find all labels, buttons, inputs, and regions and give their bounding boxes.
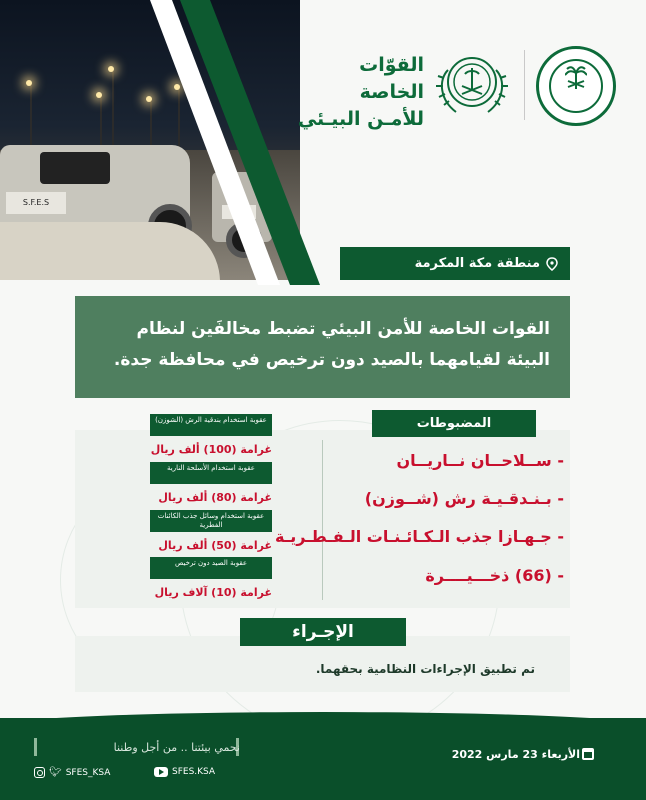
twitter-handle[interactable]: SFES_KSA xyxy=(65,767,111,778)
agency-title-line2: للأمـن البيـئي xyxy=(297,108,424,130)
vehicle-plate: S.F.E.S xyxy=(6,192,66,214)
agency-title xyxy=(296,52,424,133)
youtube-handle[interactable]: SFES.KSA xyxy=(172,767,216,777)
penalty-label: عقوبة استخدام الأسلحة النارية xyxy=(150,462,272,484)
slogan: نحمي بيئتنا .. من أجل وطننا xyxy=(113,741,240,754)
social-handles-twitter xyxy=(34,767,110,778)
penalty-value: غرامة (50) ألف ريال xyxy=(158,539,272,552)
calendar-icon xyxy=(582,748,594,760)
decorative-stripe xyxy=(150,0,320,285)
penalty-label: عقوبة الصيد دون ترخيص xyxy=(150,557,272,579)
seized-item: - جـهـازا جذب الـكـائـنـات الـفـطـريـة xyxy=(275,527,564,546)
penalty-value: غرامة (80) ألف ريال xyxy=(158,491,272,504)
logo-divider xyxy=(524,50,525,120)
region-label: منطقة مكة المكرمة xyxy=(414,256,540,271)
headline-box xyxy=(75,296,570,398)
penalty-label: عقوبة استخدام وسائل جذب الكائنات الفطرية xyxy=(150,510,272,532)
penalty-value: غرامة (100) ألف ريال xyxy=(150,443,272,456)
seized-title: المضبوطات xyxy=(372,410,536,437)
twitter-icon[interactable]: 🐦︎ xyxy=(49,767,62,778)
penalty-value: غرامة (10) آلاف ريال xyxy=(154,586,272,599)
penalty-label: عقوبة استخدام بندقية الرش (الشوزن) xyxy=(150,414,272,436)
palm-icon xyxy=(565,63,587,91)
social-handles-youtube xyxy=(154,767,215,777)
ministry-logo xyxy=(536,46,616,126)
region-badge xyxy=(340,247,570,280)
headline-text: القوات الخاصة للأمن البيئي تضبط مخالفَين لنظام البيئة لقيامهما بالصيد دون ترخيص في محافظة جدة. xyxy=(113,319,550,370)
panel-divider xyxy=(322,440,323,600)
instagram-icon[interactable] xyxy=(34,767,45,778)
procedure-text: تم تطبيق الإجراءات النظامية بحقهما. xyxy=(315,662,535,676)
post-date: الأربعاء 23 مارس 2022 xyxy=(451,748,580,761)
slogan-bar xyxy=(34,738,37,756)
agency-title-line1: القوّات الخاصة xyxy=(359,54,424,103)
seized-item: - ســلاحــان نــاريــان xyxy=(396,451,564,470)
sfes-emblem-icon xyxy=(430,40,514,124)
youtube-icon[interactable] xyxy=(154,767,168,777)
procedure-title: الإجـراء xyxy=(240,618,406,646)
seized-item: - (66) ذخـــيــــرة xyxy=(425,566,564,585)
location-pin-icon xyxy=(546,257,558,271)
seized-item: - بـنـدقـيـة رش (شــوزن) xyxy=(364,489,564,508)
